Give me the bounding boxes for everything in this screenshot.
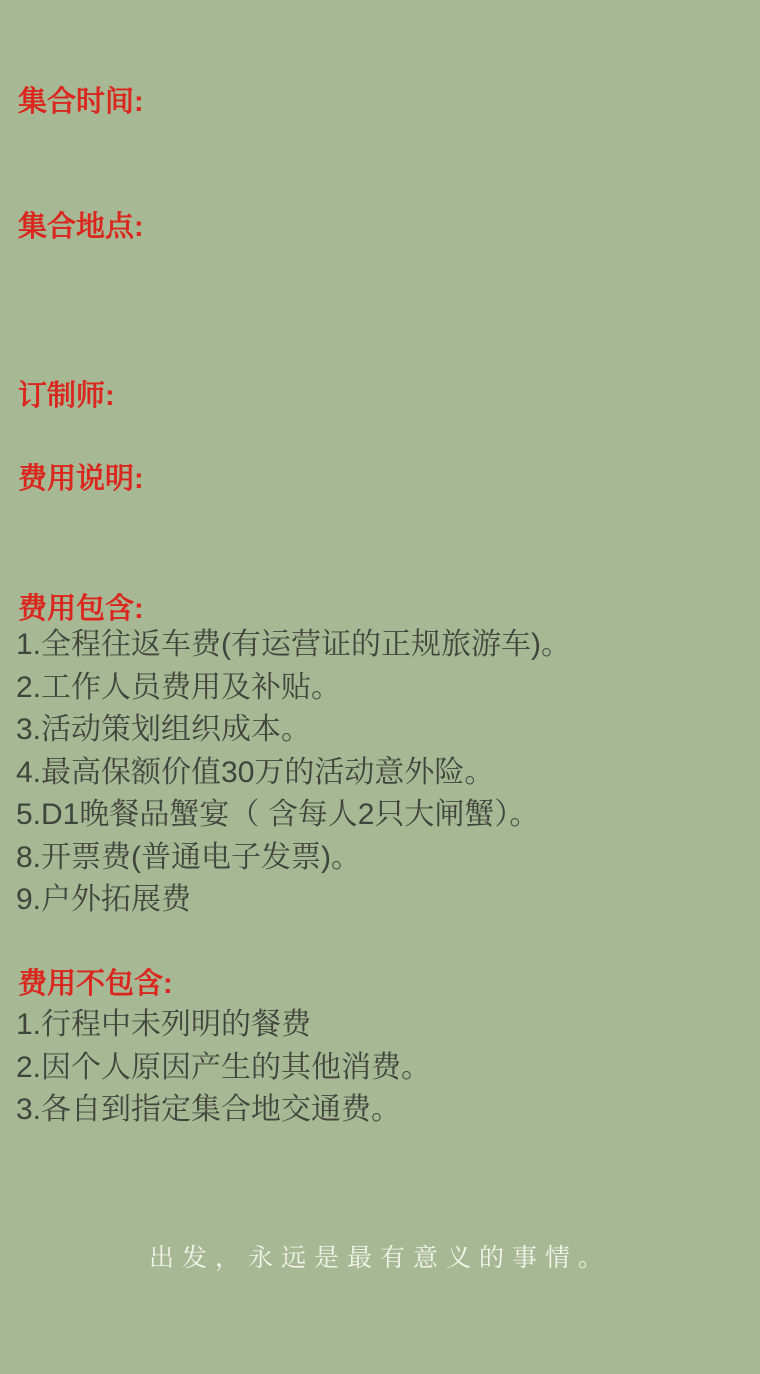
- fee-includes-item: 2.工作人员费用及补贴。: [16, 670, 342, 704]
- fee-includes-heading: 费用包含:: [18, 593, 144, 625]
- fee-includes-list: [16, 624, 744, 922]
- meeting-place-label: 集合地点:: [18, 211, 144, 243]
- fee-includes-item: 1.全程往返车费(有运营证的正规旅游车)。: [16, 628, 571, 661]
- customizer-label: 订制师:: [18, 380, 115, 412]
- fee-excludes-heading: 费用不包含:: [18, 968, 173, 1000]
- fee-includes-item: 3.活动策划组织成本。: [16, 713, 312, 746]
- fee-includes-item: 5.D1晚餐品蟹宴（ 含每人2只大闸蟹）。: [16, 798, 540, 831]
- fee-description-label: 费用说明:: [18, 463, 144, 495]
- fee-includes-item: 4.最高保额价值30万的活动意外险。: [16, 755, 495, 789]
- fee-excludes-list: [16, 1004, 744, 1132]
- fee-excludes-item: 3.各自到指定集合地交通费。: [16, 1093, 402, 1126]
- meeting-time-label: 集合时间:: [18, 86, 144, 118]
- fee-includes-item: 9.户外拓展费: [16, 883, 192, 916]
- fee-excludes-item: 2.因个人原因产生的其他消费。: [16, 1050, 432, 1084]
- footer-quote: 出发，永远是最有意义的事情。: [148, 1244, 611, 1272]
- fee-excludes-item: 1.行程中未列明的餐费: [16, 1008, 312, 1041]
- fee-includes-item: 8.开票费(普通电子发票)。: [16, 840, 361, 874]
